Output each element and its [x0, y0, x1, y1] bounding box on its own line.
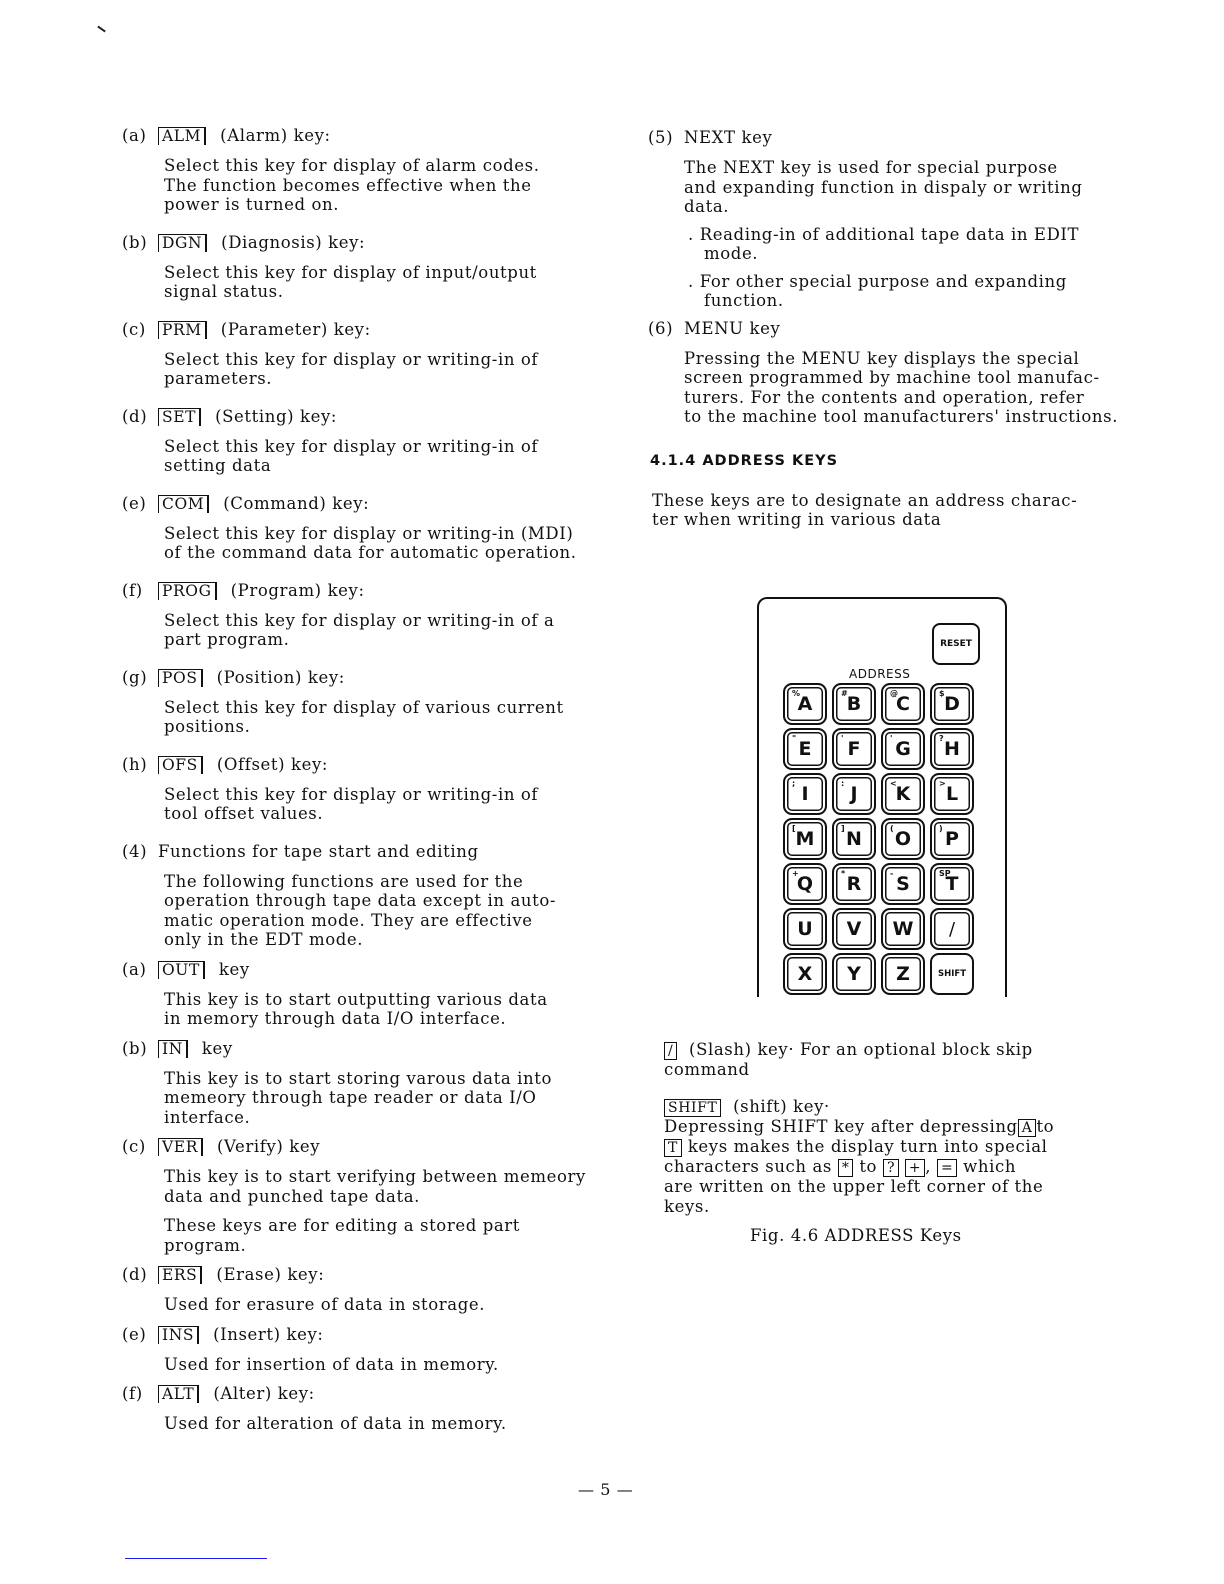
key-letter: K [895, 783, 911, 805]
key-description-line: parameters. [164, 369, 273, 388]
key-item-heading [122, 668, 612, 688]
item-label: (f) [122, 580, 143, 600]
key-item-heading [122, 494, 612, 514]
item-label: (e) [122, 493, 147, 513]
key-description [164, 156, 612, 215]
menu-key-heading [648, 319, 1138, 339]
key-description-line: Used for alteration of data in memory. [164, 1414, 507, 1433]
key-item-heading [122, 233, 612, 253]
key-item-heading [122, 1137, 612, 1157]
key-name: (Alarm) key: [220, 126, 331, 145]
key-cap-alt: ALT [158, 1385, 199, 1403]
key-letter: S [896, 873, 910, 895]
shift-line-5: keys. [664, 1196, 710, 1216]
equals-key-cap: = [937, 1159, 957, 1177]
key-description-line: This key is to start verifying between memeory [164, 1167, 586, 1186]
key-cap-pos: POS [158, 669, 203, 687]
menu-key-description-line: screen programmed by machine tool manufac- [684, 368, 1100, 387]
key-description-line: of the command data for automatic operation. [164, 543, 577, 562]
address-key-e [783, 728, 827, 770]
address-key-d [930, 683, 974, 725]
key-description [164, 698, 612, 737]
key-description-line: This key is to start outputting various data [164, 989, 548, 1009]
key-item-heading [122, 960, 612, 980]
key-description-line: data and punched tape data. [164, 1186, 420, 1206]
bullet-item: . Reading-in of additional tape data in EDIT mode. [688, 224, 1080, 263]
key-description-line: Used for erasure of data in storage. [164, 1295, 486, 1314]
key-name: (Alter) key: [213, 1384, 315, 1403]
address-key-v [832, 908, 876, 950]
spacer [122, 302, 612, 320]
key-cap-ofs: OFS [158, 756, 203, 774]
shift-line-1: Depressing SHIFT key after depressing [664, 1117, 1018, 1136]
section-4-description-line: The following functions are used for the [164, 871, 524, 891]
shift-key-cap: SHIFT [664, 1099, 721, 1117]
key-description-line: memeory through tape reader or data I/O [164, 1088, 537, 1107]
spacer [122, 862, 612, 872]
key-description [164, 263, 612, 302]
address-key-p [930, 818, 974, 860]
spacer [648, 217, 1138, 225]
shift-character: SP [939, 869, 951, 878]
section-title-address-keys: 4.1.4 ADDRESS KEYS [650, 452, 839, 469]
shift-character: ; [792, 779, 796, 788]
key-description-line: setting data [164, 456, 272, 475]
item-label: (4) [122, 841, 148, 861]
key-name: (Erase) key: [216, 1265, 325, 1284]
key-description [164, 1069, 612, 1128]
address-key-z [881, 953, 925, 995]
spacer [648, 311, 1138, 319]
key-letter: O [894, 828, 912, 850]
shift-character: < [890, 779, 897, 788]
item-label: (f) [122, 1384, 143, 1403]
key-letter: J [850, 783, 858, 805]
spacer [122, 1374, 612, 1384]
spacer [122, 476, 612, 494]
item-label: (a) [122, 126, 147, 145]
spacer [122, 1157, 612, 1167]
address-key-l [930, 773, 974, 815]
key-letter: Q [796, 873, 814, 895]
shift-character: [ [792, 824, 796, 833]
address-key-r [832, 863, 876, 905]
key-letter: X [797, 963, 813, 985]
key-description-line: interface. [164, 1107, 251, 1127]
address-key-x [783, 953, 827, 995]
spacer [648, 148, 1138, 158]
key-description-line: Select this key for display of various current [164, 697, 564, 717]
key-description [164, 1167, 612, 1206]
address-key-t [930, 863, 974, 905]
shift-character: - [890, 869, 894, 878]
item-label: (e) [122, 1324, 147, 1344]
key-description-line: Select this key for display or writing-in of a [164, 610, 555, 630]
key-name: key [218, 959, 250, 979]
shift-line-1-end: to [1036, 1117, 1055, 1136]
key-item-heading [122, 407, 612, 427]
shift-line-3: characters such as [664, 1157, 832, 1176]
key-item-heading [122, 1265, 612, 1285]
spacer [122, 563, 612, 581]
key-letter: G [895, 738, 911, 760]
key-description-line: Select this key for display or writing-in of [164, 349, 539, 369]
address-key-c [881, 683, 925, 725]
address-key-m [783, 818, 827, 860]
key-description-line: in memory through data I/O interface. [164, 1009, 507, 1028]
spacer [122, 340, 612, 350]
section-4-description-line: operation through tape data except in auto- [164, 891, 557, 910]
key-letter: D [944, 693, 960, 715]
key-description [164, 524, 612, 563]
key-cap-com: COM [158, 495, 209, 513]
key-name: (Offset) key: [216, 754, 329, 774]
menu-key-description [684, 349, 1138, 427]
spacer [122, 1206, 612, 1216]
spacer [122, 601, 612, 611]
shift-character: % [792, 689, 801, 698]
key-letter: H [944, 738, 960, 760]
key-letter: M [795, 828, 815, 850]
bullet-line: For other special purpose and expanding [699, 271, 1067, 291]
spacer [648, 264, 1138, 272]
key-letter: R [846, 873, 862, 895]
t-key-cap: T [664, 1139, 682, 1157]
section-4-description-line: only in the EDT mode. [164, 930, 364, 949]
shift-character: > [939, 779, 946, 788]
key-item-heading [122, 1384, 612, 1404]
spacer [122, 980, 612, 990]
next-key-description [684, 158, 1138, 217]
shift-character: " [792, 734, 797, 743]
item-label: (h) [122, 754, 148, 774]
section-4-title: Functions for tape start and editing [158, 841, 479, 861]
key-description-line: This key is to start storing varous data into [164, 1068, 552, 1088]
menu-key-description-line: Pressing the MENU key displays the special [684, 348, 1080, 368]
key-letter: U [797, 918, 813, 940]
spacer [122, 146, 612, 156]
item-label: (a) [122, 959, 147, 979]
key-cap-prog: PROG [158, 582, 217, 600]
item-label: (b) [122, 1038, 148, 1058]
address-key-o [881, 818, 925, 860]
address-key-h [930, 728, 974, 770]
key-description [164, 1295, 612, 1315]
scan-mark [97, 26, 106, 33]
spacer [122, 824, 612, 842]
address-key-grid [783, 683, 974, 995]
menu-key-description-line: turers. For the contents and operation, refer [684, 387, 1085, 407]
key-letter: F [847, 738, 861, 760]
address-key-s [881, 863, 925, 905]
key-cap-ers: ERS [158, 1266, 202, 1284]
spacer [122, 1404, 612, 1414]
key-name: (Position) key: [216, 667, 345, 687]
right-column [648, 128, 1138, 530]
spacer [122, 253, 612, 263]
spacer [122, 215, 612, 233]
spacer [122, 1029, 612, 1039]
address-keys-intro-line: These keys are to designate an address charac- [652, 490, 1078, 510]
key-item-heading [122, 581, 612, 601]
shift-line-4: are written on the upper left corner of the [664, 1177, 1044, 1196]
menu-key-heading-title: MENU key [684, 318, 781, 338]
editing-note-line: These keys are for editing a stored part [164, 1216, 521, 1235]
spacer [122, 427, 612, 437]
key-cap-in: IN [158, 1040, 188, 1058]
left-column [122, 126, 612, 1444]
key-description [164, 1414, 612, 1434]
slash-key-note [664, 1040, 1114, 1080]
next-key-heading-title: NEXT key [684, 128, 773, 147]
shift-character: ( [890, 824, 894, 833]
address-key-w [881, 908, 925, 950]
key-letter: C [896, 693, 910, 715]
shift-line-2: keys makes the display turn into special [687, 1137, 1048, 1156]
key-letter: V [846, 918, 862, 940]
next-key-description-line: data. [684, 197, 730, 216]
key-name: (Program) key: [230, 580, 365, 600]
shift-character: * [841, 869, 846, 878]
slash-key-cap: / [664, 1042, 677, 1060]
shift-key-title: (shift) key· [733, 1097, 830, 1116]
figure-caption: Fig. 4.6 ADDRESS Keys [750, 1226, 962, 1245]
key-cap-prm: PRM [158, 321, 207, 339]
item-label: (c) [122, 1137, 146, 1156]
section-4-description-line: matic operation mode. They are effective [164, 910, 533, 930]
plus-key-cap: + [905, 1159, 925, 1177]
key-description-line: power is turned on. [164, 195, 340, 214]
spacer [122, 737, 612, 755]
key-letter: W [892, 918, 914, 940]
key-description-line: The function becomes effective when the [164, 175, 532, 195]
key-letter: A [797, 693, 813, 715]
shift-character: ' [890, 734, 893, 743]
key-letter: Y [847, 963, 861, 985]
shift-character: ? [939, 734, 944, 743]
key-letter: T [945, 873, 959, 895]
address-key-b [832, 683, 876, 725]
address-key-n [832, 818, 876, 860]
item-label: (d) [122, 1265, 148, 1284]
spacer [648, 339, 1138, 349]
footer-link-line[interactable] [125, 1558, 267, 1559]
key-cap-ver: VER [158, 1138, 203, 1156]
spacer [122, 1255, 612, 1265]
shift-character: $ [939, 689, 945, 698]
a-key-cap: A [1018, 1119, 1037, 1137]
key-description-line: tool offset values. [164, 804, 324, 823]
key-letter: / [948, 918, 956, 940]
address-key-shift [930, 953, 974, 995]
key-cap-set: SET [158, 408, 201, 426]
menu-key-description-line: to the machine tool manufacturers' instructions. [684, 407, 1119, 426]
section-4-heading [122, 842, 612, 862]
key-description-line: signal status. [164, 282, 284, 301]
spacer [122, 1345, 612, 1355]
key-description [164, 437, 612, 476]
key-description [164, 350, 612, 389]
spacer [122, 1127, 612, 1137]
shift-to: to [859, 1157, 878, 1176]
address-key-a [783, 683, 827, 725]
key-description-line: Select this key for display or writing-in of [164, 784, 539, 804]
key-letter: N [846, 828, 862, 850]
address-keys-intro [652, 491, 1138, 530]
key-name: (Command) key: [223, 493, 370, 513]
key-description [164, 611, 612, 650]
key-letter: SHIFT [937, 969, 966, 979]
key-name: key [201, 1038, 233, 1058]
editing-note [164, 1216, 612, 1255]
question-key-cap: ? [883, 1159, 899, 1177]
shift-character: ) [939, 824, 943, 833]
reset-key: RESET [932, 623, 980, 665]
shift-character: # [841, 689, 848, 698]
star-key-cap: * [838, 1159, 854, 1177]
key-letter: P [945, 828, 959, 850]
item-label: (g) [122, 667, 148, 687]
key-description-line: positions. [164, 717, 251, 736]
slash-key-text-cont: command [664, 1060, 750, 1079]
key-description [164, 1355, 612, 1375]
key-letter: L [945, 783, 959, 805]
key-description-line: Select this key for display of input/output [164, 262, 537, 282]
key-description-line: Select this key for display or writing-in of [164, 436, 539, 456]
spacer [122, 1285, 612, 1295]
address-key-i [783, 773, 827, 815]
shift-key-note: SHIFT (shift) key· Depressing SHIFT key after depressing A to T keys makes the display turn into special characters such as * to ? + , = which are written on the upper left corner of the keys. [664, 1097, 1055, 1216]
spacer [122, 950, 612, 960]
page-number: — 5 — [578, 1480, 634, 1499]
key-description-line: Used for insertion of data in memory. [164, 1354, 499, 1374]
next-key-description-line: and expanding function in dispaly or writing [684, 177, 1083, 197]
shift-character: @ [890, 689, 898, 698]
address-key-slash [930, 908, 974, 950]
address-label: ADDRESS [849, 667, 911, 681]
key-letter: B [846, 693, 862, 715]
address-keypad-figure [757, 597, 1007, 997]
address-key-u [783, 908, 827, 950]
key-item-heading [122, 1325, 612, 1345]
key-description-line: Select this key for display of alarm codes. [164, 156, 540, 175]
shift-line-3-end: which [963, 1157, 1017, 1176]
address-key-f [832, 728, 876, 770]
key-letter: E [798, 738, 812, 760]
bullet-line: mode. [704, 244, 759, 263]
key-cap-dgn: DGN [158, 234, 207, 252]
key-item-heading [122, 1039, 612, 1059]
key-item-heading [122, 755, 612, 775]
bullet-item: . For other special purpose and expanding function. [688, 271, 1067, 310]
item-label: (d) [122, 406, 148, 426]
next-key-heading [648, 128, 1138, 148]
key-item-heading [122, 126, 612, 146]
key-cap-ins: INS [158, 1326, 199, 1344]
key-item-heading [122, 320, 612, 340]
key-name: (Insert) key: [213, 1324, 324, 1344]
key-letter: I [801, 783, 809, 805]
key-name: (Verify) key [216, 1137, 321, 1156]
address-key-q [783, 863, 827, 905]
key-letter: Z [896, 963, 910, 985]
item-label: (c) [122, 319, 146, 339]
item-label: (6) [648, 318, 674, 338]
address-key-k [881, 773, 925, 815]
key-name: (Setting) key: [215, 406, 338, 426]
spacer [122, 514, 612, 524]
key-description [164, 990, 612, 1029]
address-key-j [832, 773, 876, 815]
shift-character: + [792, 869, 799, 878]
key-description-line: Select this key for display or writing-in (MDI) [164, 523, 574, 543]
key-description [164, 785, 612, 824]
key-cap-alm: ALM [158, 127, 206, 145]
key-name: (Parameter) key: [220, 319, 371, 339]
bullet-line: function. [704, 291, 784, 310]
spacer [122, 389, 612, 407]
address-keys-intro-line: ter when writing in various data [652, 510, 942, 529]
spacer [122, 688, 612, 698]
spacer [122, 650, 612, 668]
bullet-line: Reading-in of additional tape data in EDIT [699, 224, 1080, 244]
shift-character: : [841, 779, 845, 788]
spacer [122, 1434, 612, 1444]
key-description-line: part program. [164, 630, 290, 649]
editing-note-line: program. [164, 1235, 247, 1255]
item-label: (5) [648, 128, 674, 147]
shift-character: ' [841, 734, 844, 743]
spacer [122, 1315, 612, 1325]
next-key-description-line: The NEXT key is used for special purpose [684, 158, 1058, 177]
address-key-g [881, 728, 925, 770]
item-label: (b) [122, 232, 148, 252]
slash-key-text: (Slash) key· For an optional block skip [689, 1040, 1033, 1059]
key-name: (Diagnosis) key: [221, 232, 366, 252]
spacer [122, 775, 612, 785]
section-4-description [164, 872, 612, 950]
shift-character: ] [841, 824, 845, 833]
key-cap-out: OUT [158, 961, 205, 979]
spacer [122, 1059, 612, 1069]
address-key-y [832, 953, 876, 995]
